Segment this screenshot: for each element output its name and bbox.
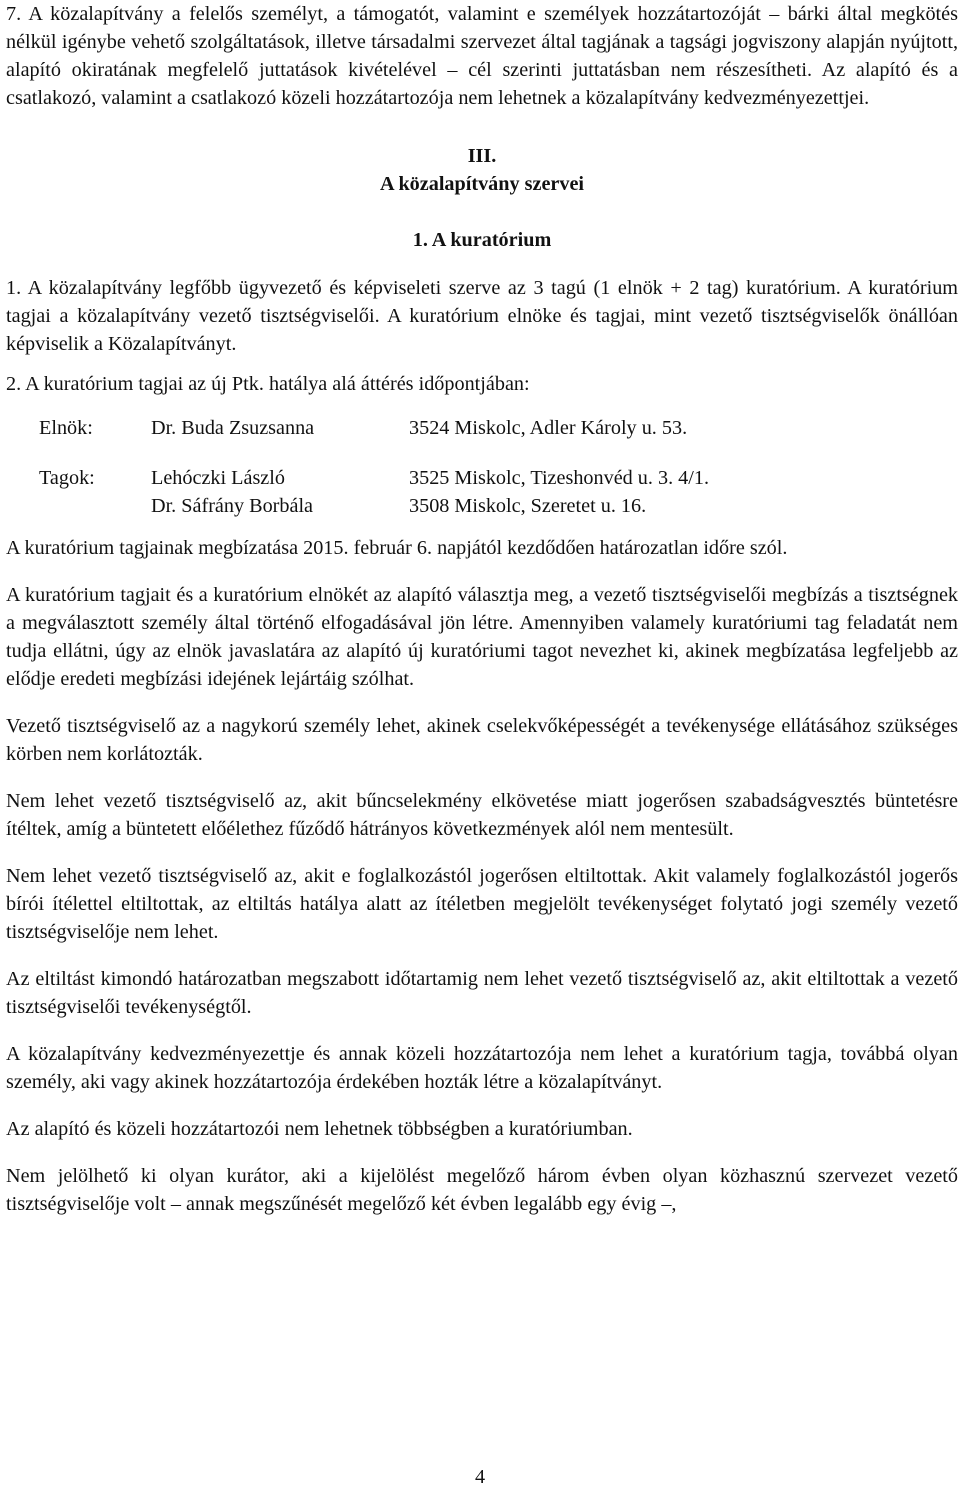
paragraph-beneficiary: A közalapítvány kedvezményezettje és annak közeli hozzátartozója nem lehet a kuratórium tagja, továbbá olyan személy, aki vagy akinek hozzátartozója érdekében hozták létre a közalapítványt. — [6, 1043, 958, 1093]
section-title: A közalapítvány szervei — [379, 173, 585, 195]
paragraph-election: A kuratórium tagjait és a kuratórium elnökét az alapító választja meg, a vezető tisztségviselői megbízás a tisztségnek a megválasztott személy által történő elfogadásával jön létre. Amennyiben valamely kuratóriumi tag feladatát nem tudja ellátni, úgy az elnök javaslatára az alapító új kuratóriumi tagot nevezhet ki, akinek megbízatása legfeljebb az elődje eredeti megbízási idejének lejártáig szólhat. — [6, 584, 958, 690]
board-members-list — [6, 414, 958, 520]
section-number: III. — [467, 145, 497, 167]
members-label: Tagok: — [39, 467, 95, 489]
chair-address: 3524 Miskolc, Adler Károly u. 53. — [409, 417, 688, 439]
page-number: 4 — [474, 1466, 486, 1488]
section-heading — [6, 142, 958, 254]
paragraph-ban-period: Az eltiltást kimondó határozatban megszabott időtartamig nem lehet vezető tisztségviselő az, akit eltiltottak a vezető tisztségviselői tevékenységtől. — [6, 968, 958, 1018]
paragraph-majority: Az alapító és közeli hozzátartozói nem lehetnek többségben a kuratóriumban. — [6, 1118, 633, 1140]
member-2-name: Dr. Sáfrány Borbála — [151, 495, 314, 517]
section-subtitle: 1. A kuratórium — [412, 229, 552, 251]
intro-paragraph: 7. A közalapítvány a felelős személyt, a támogatót, valamint e személyek hozzátartozóját – bárki által megkötés nélkül igénybe vehető szolgáltatások, illetve társadalmi szervezet által tagjának a tagsági jogviszony alapján nyújtott, alapító okiratának megfelelő juttatások kivételével – cél szerinti juttatásban nem részesítheti. Az alapító és a csatlakozó, valamint a csatlakozó közeli hozzátartozója nem lehetnek a közalapítvány kedvezményezettjei. — [6, 3, 958, 109]
paragraph-board: 1. A közalapítvány legfőbb ügyvezető és képviseleti szerve az 3 tagú (1 elnök + 2 tag) kuratórium. A kuratórium tagjai a közalapítvány vezető tisztségviselői. A kuratórium elnöke és tagjai, mint vezető tisztségviselők önállóan képviselik a Közalapítványt. — [6, 277, 958, 355]
paragraph-members-intro: 2. A kuratórium tagjai az új Ptk. hatálya alá áttérés időpontjában: — [6, 373, 530, 395]
chair-label: Elnök: — [39, 417, 93, 439]
paragraph-adult: Vezető tisztségviselő az a nagykorú személy lehet, akinek cselekvőképességét a tevékenysége ellátásához szükséges körben nem korlátozták. — [6, 715, 958, 765]
member-2-address: 3508 Miskolc, Szeretet u. 16. — [409, 495, 647, 517]
mandate-line: A kuratórium tagjainak megbízatása 2015. február 6. napjától kezdődően határozatlan időre szól. — [6, 537, 788, 559]
chair-name: Dr. Buda Zsuzsanna — [151, 417, 315, 439]
member-1-name: Lehóczki László — [151, 467, 285, 489]
paragraph-ban: Nem lehet vezető tisztségviselő az, akit e foglalkozástól jogerősen eltiltottak. Akit valamely foglalkozástól jogerős bírói ítélettel eltiltottak, az eltiltás hatálya alatt az ítéletben megjelölt tevékenységet folytató jogi személy vezető tisztségviselője nem lehet. — [6, 865, 958, 943]
paragraph-crime: Nem lehet vezető tisztségviselő az, akit bűncselekmény elkövetése miatt jogerősen szabadságvesztés büntetésre ítéltek, amíg a büntetett előélethez fűződő hátrányos következmények alól nem mentesült. — [6, 790, 958, 840]
paragraph-previous: Nem jelölhető ki olyan kurátor, aki a kijelölést megelőző három évben olyan közhasznú szervezet vezető tisztségviselője volt – annak megszűnését megelőző két évben legalább egy évig –, — [6, 1165, 958, 1215]
member-1-address: 3525 Miskolc, Tizeshonvéd u. 3. 4/1. — [409, 467, 710, 489]
document-page — [6, 0, 958, 1218]
